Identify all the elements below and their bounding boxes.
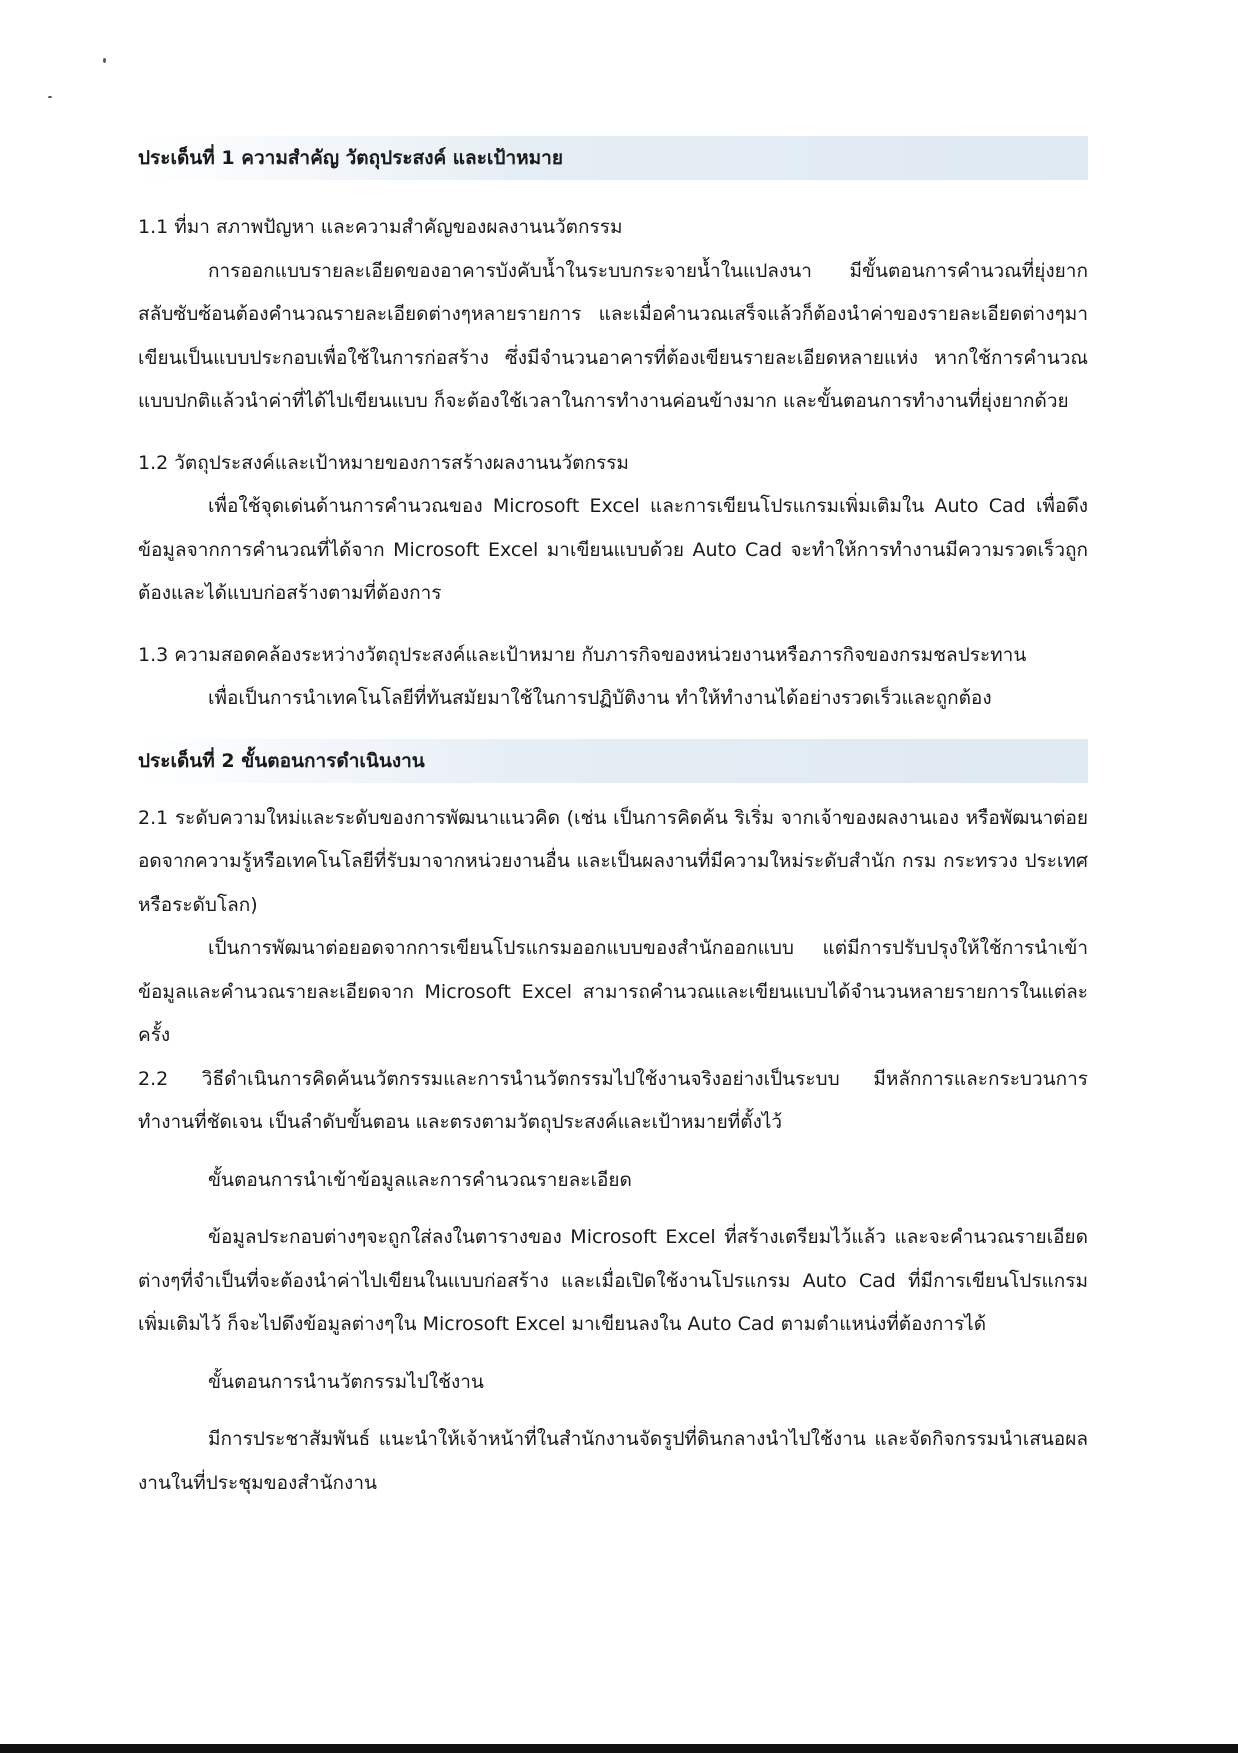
scan-speck	[48, 96, 52, 98]
section-1-heading: ประเด็นที่ 1 ความสำคัญ วัตถุประสงค์ และเป้าหมาย	[136, 136, 1088, 180]
section-1-2-title: 1.2 วัตถุประสงค์และเป้าหมายของการสร้างผลงานนวัตกรรม	[138, 451, 629, 474]
step-2-title: ขั้นตอนการนำนวัตกรรมไปใช้งาน	[208, 1370, 484, 1393]
section-1-1-body: การออกแบบรายละเอียดของอาคารบังคับน้ำในระบบกระจายน้ำในแปลงนา มีขั้นตอนการคำนวณที่ยุ่งยากสลับซับซ้อนต้องคำนวณรายละเอียดต่างๆหลายรายการ และเมื่อคำนวณเสร็จแล้วก็ต้องนำค่าของรายละเอียดต่างๆมาเขียนเป็นแบบประกอบเพื่อใช้ในการก่อสร้าง ซึ่งมีจำนวนอาคารที่ต้องเขียนรายละเอียดหลายแห่ง หากใช้การคำนวณแบบปกติแล้วนำค่าที่ได้ไปเขียนแบบ ก็จะต้องใช้เวลาในการทำงานค่อนข้างมาก และขั้นตอนการทำงานที่ยุ่งยากด้วย	[138, 259, 1088, 412]
section-2-2-title: 2.2 วิธีดำเนินการคิดค้นนวัตกรรมและการนำนวัตกรรมไปใช้งานจริงอย่างเป็นระบบ มีหลักการและกระบวนการทำงานที่ชัดเจน เป็นลำดับขั้นตอน และตรงตามวัตถุประสงค์และเป้าหมายที่ตั้งไว้	[138, 1067, 1088, 1133]
scan-speck	[103, 58, 106, 63]
section-1-1-title: 1.1 ที่มา สภาพปัญหา และความสำคัญของผลงานนวัตกรรม	[138, 216, 623, 238]
document-content	[138, 136, 1088, 1505]
section-1-3-body: เพื่อเป็นการนำเทคโนโลยีที่ทันสมัยมาใช้ในการปฏิบัติงาน ทำให้ทำงานได้อย่างรวดเร็วและถูกต้อง	[208, 687, 992, 709]
step-2-body: มีการประชาสัมพันธ์ แนะนำให้เจ้าหน้าที่ในสำนักงานจัดรูปที่ดินกลางนำไปใช้งาน และจัดกิจกรรมนำเสนอผลงานในที่ประชุมของสำนักงาน	[138, 1428, 1088, 1494]
scan-edge-bar	[0, 1744, 1238, 1753]
section-1-3-title: 1.3 ความสอดคล้องระหว่างวัตถุประสงค์และเป้าหมาย กับภารกิจของหน่วยงานหรือภารกิจของกรมชลประทาน	[138, 643, 1027, 666]
section-2-1-body: เป็นการพัฒนาต่อยอดจากการเขียนโปรแกรมออกแบบของสำนักออกแบบ แต่มีการปรับปรุงให้ใช้การนำเข้าข้อมูลและคำนวณรายละเอียดจาก Microsoft Excel สามารถคำนวณและเขียนแบบได้จำนวนหลายรายการในแต่ละครั้ง	[138, 937, 1088, 1046]
step-1-title: ขั้นตอนการนำเข้าข้อมูลและการคำนวณรายละเอียด	[208, 1168, 632, 1191]
step-1-body: ข้อมูลประกอบต่างๆจะถูกใส่ลงในตารางของ Microsoft Excel ที่สร้างเตรียมไว้แล้ว และจะคำนวณรายเอียดต่างๆที่จำเป็นที่จะต้องนำค่าไปเขียนในแบบก่อสร้าง และเมื่อเปิดใช้งานโปรแกรม Auto Cad ที่มีการเขียนโปรแกรมเพิ่มเติมไว้ ก็จะไปดึงข้อมูลต่างๆใน Microsoft Excel มาเขียนลงใน Auto Cad ตามตำแหน่งที่ต้องการได้	[138, 1226, 1088, 1335]
section-1-2-body: เพื่อใช้จุดเด่นด้านการคำนวณของ Microsoft Excel และการเขียนโปรแกรมเพิ่มเติมใน Auto Cad เพื่อดึงข้อมูลจากการคำนวณที่ได้จาก Microsoft Excel มาเขียนแบบด้วย Auto Cad จะทำให้การทำงานมีความรวดเร็วถูกต้องและได้แบบก่อสร้างตามที่ต้องการ	[138, 495, 1088, 604]
section-2-1-title: 2.1 ระดับความใหม่และระดับของการพัฒนาแนวคิด (เช่น เป็นการคิดค้น ริเริ่ม จากเจ้าของผลงานเอง หรือพัฒนาต่อยอดจากความรู้หรือเทคโนโลยีที่รับมาจากหน่วยงานอื่น และเป็นผลงานที่มีความใหม่ระดับสำนัก กรม กระทรวง ประเทศ หรือระดับโลก)	[138, 806, 1088, 916]
section-2-heading: ประเด็นที่ 2 ขั้นตอนการดำเนินงาน	[136, 739, 1088, 783]
